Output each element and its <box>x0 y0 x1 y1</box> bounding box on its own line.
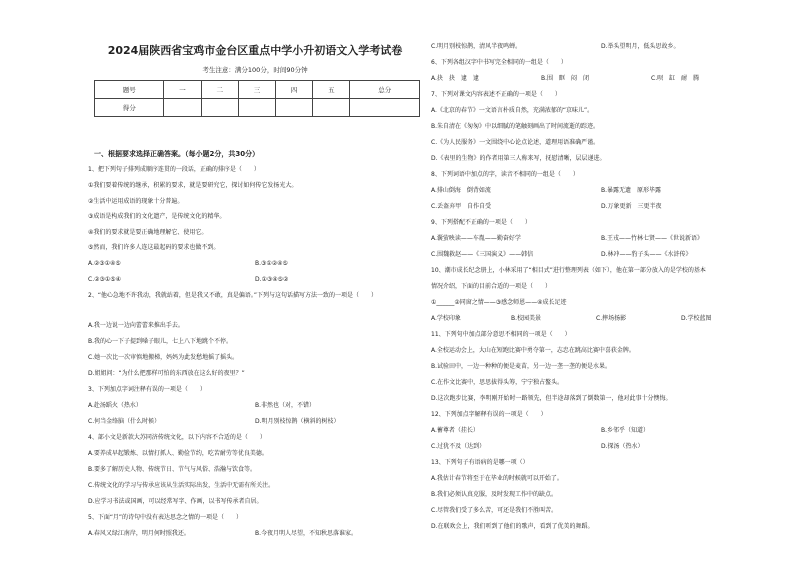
question-line: C.尽管我们受了多么苦，可还是我们不胜叫苦。 <box>431 507 558 514</box>
question-line: 6、下列各组汉字中书写完全相同的一组是（ ） <box>431 59 567 66</box>
option-b[interactable]: B.暴露无遗 原形毕露 <box>601 187 662 194</box>
question-line: A.我一边说一边向蕾蕾来推出手去。 <box>88 322 184 329</box>
option-d[interactable]: D.①③④⑤② <box>255 276 289 283</box>
option-d[interactable]: D.万象更新 三更半夜 <box>601 203 662 210</box>
score-cell[interactable] <box>350 99 420 117</box>
question-line: B.试验田中，一边一种种的便是麦苗，另一边一垄一垄的便是水果。 <box>431 363 612 370</box>
option-row <box>431 187 771 195</box>
option-row <box>431 75 771 83</box>
option-row <box>88 276 422 284</box>
option-d[interactable]: D.明月别枝惊鹊（横斜的树枝） <box>255 418 340 425</box>
option-b[interactable]: B.非然也（对，不错） <box>255 402 316 409</box>
score-cell[interactable] <box>313 99 350 117</box>
option-row <box>431 43 771 51</box>
question-line: B.要多了解历史人物、传统节日、节气与风俗、浩瀚与饮食等。 <box>88 466 257 473</box>
score-header-cell: 五 <box>313 81 350 99</box>
question-line: 9、下列搭配不正确的一项是（ ） <box>431 219 531 226</box>
question-line: 12、下列加点字解释有误的一项是（ ） <box>431 411 547 418</box>
score-table-score-row <box>95 99 420 117</box>
option-row <box>88 418 422 426</box>
option-d[interactable]: D.学校蓝图 <box>681 315 712 322</box>
option-a[interactable]: A.蓄尊者（挂长） <box>431 427 479 434</box>
option-c[interactable]: C.何当金络脑（什么时候） <box>88 418 161 425</box>
option-a[interactable]: A.赴汤蹈火（热水） <box>88 402 142 409</box>
question-line: 13、下列句子有语病的是哪一项（） <box>431 459 529 466</box>
option-c[interactable]: C.呗 缸 耐 腾 <box>651 75 700 82</box>
question-line: D.应学习书法或国画，可以经常写字、作画，以书写传承者自居。 <box>88 498 263 505</box>
option-b[interactable]: B.③①②④⑤ <box>255 260 288 267</box>
score-cell[interactable] <box>201 99 238 117</box>
question-line: ③成语是构成我们的文化遗产，是传统文化的精华。 <box>88 213 226 220</box>
question-line: B.朱自清在《匆匆》中以细腻的笔触刻画出了时间流逝的踪迹。 <box>431 123 600 130</box>
score-header-cell: 题号 <box>95 81 164 99</box>
option-row <box>88 260 422 268</box>
score-header-cell: 一 <box>164 81 201 99</box>
question-line: ①我们要着传统的继承，积累的要求，就是要研究它，探讨如何传它发扬光大。 <box>88 182 298 189</box>
option-d[interactable]: D.举头望明月，低头思故乡。 <box>601 43 680 50</box>
question-line: C.在作文比赛中，思思拔得头筹，宁宁独占鳌头。 <box>431 379 564 386</box>
option-c[interactable]: C.围魏救赵——《三国演义》——韩信 <box>431 251 534 258</box>
question-line: A.我估计春节将至于在毕业的时候就可以开始了。 <box>431 475 563 482</box>
question-line: D.这次跑步比赛，李明刚开始时一路领先，但半途却落到了倒数第一，他对此事十分懊悔。 <box>431 395 672 402</box>
question-line: ②生活中运用成语的现象十分普遍。 <box>88 198 184 205</box>
option-b[interactable]: B.围 眶 闷 闭 <box>541 75 590 82</box>
score-header-cell: 二 <box>201 81 238 99</box>
option-b[interactable]: B.校园美景 <box>511 315 542 322</box>
score-table-header-row <box>95 81 420 99</box>
score-row-label: 得分 <box>95 99 164 117</box>
option-row <box>431 203 771 211</box>
score-cell[interactable] <box>276 99 313 117</box>
question-line: C.传统文化的学习与传承应该从生活实际出发，生活中无需有所关注。 <box>88 482 275 489</box>
option-a[interactable]: A.春风又绿江南岸，明月何时照我还。 <box>88 530 190 537</box>
option-row <box>431 443 771 451</box>
question-line: 10、潮市成长纪念册上，小林采用了“相目式”进行整理列表（如下），他在第一部分放入的是学校的基本 <box>431 267 706 274</box>
score-header-cell: 总分 <box>350 81 420 99</box>
question-line: D.《表里的生物》的作者用第三人称来写，抚慰清晰，层层递进。 <box>431 155 606 162</box>
score-cell[interactable] <box>238 99 275 117</box>
question-line: ①______②同窗之情——③感念师恩——④成长足迹 <box>431 299 567 306</box>
option-c[interactable]: C.过犹不及（达到） <box>431 443 486 450</box>
option-a[interactable]: A.囊萤映读——车胤——勤奋好学 <box>431 235 521 242</box>
option-c[interactable]: C.明月别枝惊鹊，清风半夜鸣蝉。 <box>431 43 522 50</box>
question-line: A.《北京的春节》一文语言朴质自然，充满浓郁的“京味儿”。 <box>431 107 594 114</box>
question-line: ④我们的要求就是要正确地理解它、使用它。 <box>88 229 208 236</box>
question-line: 4、部小文是新款大苏同济传统文化，以下内容不合适的是（ ） <box>88 434 266 441</box>
question-line: B.我们必须认真克服，及时发现工作中的缺点。 <box>431 491 558 498</box>
option-b[interactable]: B.今夜月明人尽望，不知秋思落谁家。 <box>255 530 358 537</box>
question-line: C.她一次比一次审慎地搬梯，妈妈为此发愁地摇了摇头。 <box>88 354 239 361</box>
question-line: D.姐姐问：“为什么把那样可怕的东西放在这么好的夜里？” <box>88 370 245 377</box>
question-line: C.《为人民服务》一文围绕中心论点论述，道理用语准确严谨。 <box>431 139 600 146</box>
option-row <box>88 402 422 410</box>
score-cell[interactable] <box>164 99 201 117</box>
question-line: ⑤然而，我们许多人连这最起码的要求也做不到。 <box>88 244 220 251</box>
question-line: B.我的心一下子提到嗓子眼儿，七上八下地跳个不停。 <box>88 338 233 345</box>
exam-title: 2024届陕西省宝鸡市金台区重点中学小升初语文入学考试卷 <box>107 44 403 57</box>
question-line: 11、下列句中加点部分意思不相同的一项是（ ） <box>431 331 571 338</box>
option-c[interactable]: C.摔场扬影 <box>596 315 627 322</box>
question-line: 3、下列加点字词注释有误的一项是（ ） <box>88 386 206 393</box>
option-row <box>431 235 771 243</box>
question-line: 5、下面“月”的诗句中没有表达思念之情的一项是（ ） <box>88 514 243 521</box>
score-header-cell: 四 <box>276 81 313 99</box>
question-line: D.在联欢会上，我们听到了他们的歌声，看到了优美的舞蹈。 <box>431 523 594 530</box>
score-header-cell: 三 <box>238 81 275 99</box>
option-c[interactable]: C.②③①⑤④ <box>88 276 121 283</box>
question-line: 1、把下列句子排列成顺序连贯的一段话，正确的排序是（ ） <box>88 166 260 173</box>
question-line: 8、下列词语中加点的字，读音不相同的一组是（ ） <box>431 171 579 178</box>
exam-note: 考生注意：满分100分，时间90分钟 <box>202 66 308 74</box>
option-b[interactable]: B.王戎——竹林七贤——《世说新语》 <box>601 235 704 242</box>
option-row <box>431 251 771 259</box>
option-b[interactable]: B.乡邻乎（知道） <box>601 427 650 434</box>
question-line: 情况介绍，下面的目前合适的一项是（ ） <box>431 283 552 290</box>
question-line: A.全校运动会上，大山在短跑比赛中勇夺第一，志忠在跳高比赛中喜获金牌。 <box>431 347 635 354</box>
question-line: 2、“他心急地不许我动，我就站着，但是我又不敢，真是偏语。”下列与这句话描写方法一致的一项是（ ） <box>88 292 378 299</box>
option-a[interactable]: A.学校印象 <box>431 315 461 322</box>
option-row <box>431 427 771 435</box>
option-row <box>88 530 422 538</box>
option-d[interactable]: D.探汤（热水） <box>601 443 644 450</box>
option-c[interactable]: C.丢盔弃甲 自作自受 <box>431 203 492 210</box>
score-table <box>94 80 420 117</box>
question-line: 7、下列对课文内容表述不正确的一项是（ ） <box>431 91 561 98</box>
section-heading: 一、根据要求选择正确答案。（每小题2分，共30分） <box>94 150 260 158</box>
option-d[interactable]: D.林冲——豹子头——《水浒传》 <box>601 251 692 258</box>
question-line: A.要养成早起锻炼、以情打抓人、勤俭节约，吃苦耐劳等优良美德。 <box>88 450 268 457</box>
option-a[interactable]: A.②③①④⑤ <box>88 260 121 267</box>
option-a[interactable]: A.抉 抉 逮 逮 <box>431 75 479 82</box>
option-a[interactable]: A.排山倒海 倒背如流 <box>431 187 491 194</box>
option-row <box>431 315 771 323</box>
